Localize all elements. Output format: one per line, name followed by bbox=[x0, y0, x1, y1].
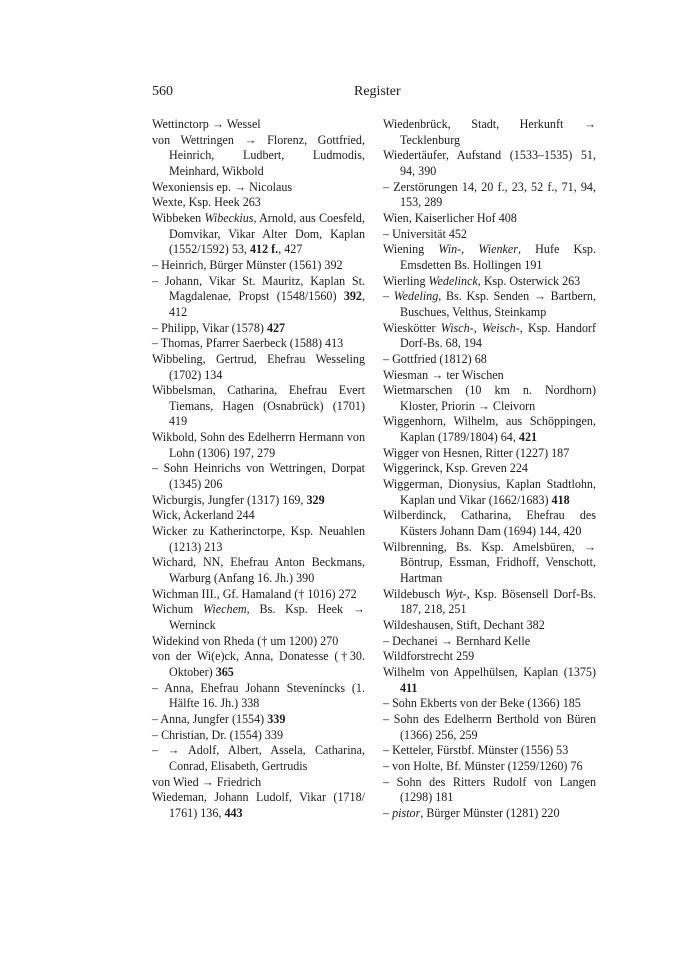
register-entry: – Anna, Ehefrau Johann Steveníncks (1. Hälfte 16. Jh.) 338 bbox=[152, 680, 365, 711]
register-entry: Wexoniensis ep. → Nicolaus bbox=[152, 179, 293, 194]
register-entry: – Sohn des Ritters Rudolf von Langen (1298) 181 bbox=[383, 774, 596, 805]
register-entry: – Sohn Heinrichs von Wettringen, Dorpat (1345) 206 bbox=[152, 461, 365, 492]
register-entry: Widekind von Rheda († um 1200) 270 bbox=[152, 633, 339, 648]
register-entry: Wiggerinck, Ksp. Greven 224 bbox=[383, 461, 528, 476]
register-entry: Wiesman → ter Wischen bbox=[383, 367, 504, 382]
register-entry: Wildeshausen, Stift, Dechant 382 bbox=[383, 618, 545, 632]
register-entry: – Thomas, Pfarrer Saerbeck (1588) 413 bbox=[152, 336, 344, 351]
register-entry: Wilbrenning, Bs. Ksp. Amelsbüren, → Böntrup, Essman, Fridhoff, Venschott, Hartman bbox=[383, 539, 596, 586]
register-entry: – pistor, Bürger Münster (1281) 220 bbox=[383, 805, 560, 820]
register-entry: – Dechanei → Bernhard Kelle bbox=[383, 633, 531, 648]
register-entry: – Sohn des Edelherrn Berthold von Büren (1366) 256, 259 bbox=[383, 711, 596, 742]
register-entry: Wiedeman, Johann Ludolf, Vikar (1718/ 1761) 136, 443 bbox=[152, 790, 365, 820]
register-entry: Wikbold, Sohn des Edelherrn Hermann von Lohn (1306) 197, 279 bbox=[152, 430, 365, 460]
register-entry: Wick, Ackerland 244 bbox=[152, 508, 255, 523]
register-entry: Wilberdinck, Catharina, Ehefrau des Küsters Johann Dam (1694) 144, 420 bbox=[383, 508, 596, 539]
register-column-left bbox=[152, 117, 365, 822]
register-entry: – Universität 452 bbox=[383, 226, 467, 241]
register-entry: Wichman III., Gf. Hamaland († 1016) 272 bbox=[152, 586, 357, 601]
register-entry: Wibbelsman, Catharina, Ehefrau Evert Tiemans, Hagen (Osnabrück) (1701) 419 bbox=[152, 383, 365, 429]
register-entry: Wicker zu Katherinctorpe, Ksp. Neuahlen (1213) 213 bbox=[152, 524, 365, 554]
register-entry: Wien, Kaiserlicher Hof 408 bbox=[383, 210, 517, 225]
register-entry: Wildforstrecht 259 bbox=[383, 649, 475, 664]
register-entry: Wettinctorp → Wessel bbox=[152, 117, 261, 131]
register-entry: Wietmarschen (10 km n. Nordhorn) Kloster, Priorin → Cleivorn bbox=[383, 383, 596, 413]
register-entry: – Wedeling, Bs. Ksp. Senden → Bartbern, Buschues, Velthus, Steinkamp bbox=[383, 289, 596, 319]
register-entry: – Zerstörungen 14, 20 f., 23, 52 f., 71, 94, 153, 289 bbox=[383, 179, 596, 210]
register-entry: Wexte, Ksp. Heek 263 bbox=[152, 195, 261, 210]
register-entry: Wilhelm von Appelhülsen, Kaplan (1375) 411 bbox=[383, 664, 596, 695]
register-entry: – Christian, Dr. (1554) 339 bbox=[152, 727, 284, 742]
register-entry: Wiggenhorn, Wilhelm, aus Schöppingen, Kaplan (1789/1804) 64, 421 bbox=[383, 414, 596, 445]
register-entry: Wierling Wedelinck, Ksp. Osterwick 263 bbox=[383, 273, 581, 288]
register-entry: Wibbeken Wibeckius, Arnold, aus Coesfeld, Domvikar, Vikar Alter Dom, Kaplan (1552/1592) 53, 412 f., 427 bbox=[152, 210, 365, 257]
register-entry: Wiedertäufer, Aufstand (1533–1535) 51, 94, 390 bbox=[383, 148, 596, 178]
register-entry: Wieskötter Wisch-, Weisch-, Ksp. Handorf Dorf-Bs. 68, 194 bbox=[383, 320, 596, 351]
register-entry: – Gottfried (1812) 68 bbox=[383, 351, 487, 366]
register-entry: Wiggerman, Dionysius, Kaplan Stadtlohn, Kaplan und Vikar (1662/1683) 418 bbox=[383, 477, 596, 507]
register-entry: – Ketteler, Fürstbf. Münster (1556) 53 bbox=[383, 743, 569, 758]
register-entry: – Philipp, Vikar (1578) 427 bbox=[152, 320, 286, 335]
register-entry: Wichard, NN, Ehefrau Anton Beckmans, Warburg (Anfang 16. Jh.) 390 bbox=[152, 555, 365, 586]
page-number: 560 bbox=[152, 84, 173, 99]
register-entry: – → Adolf, Albert, Assela, Catharina, Conrad, Elisabeth, Gertrudis bbox=[152, 743, 365, 773]
register-entry: von der Wi(e)ck, Anna, Donatesse (†30. Oktober) 365 bbox=[152, 649, 365, 679]
register-entry: – von Holte, Bf. Münster (1259/1260) 76 bbox=[383, 758, 583, 773]
register-entry: von Wettringen → Florenz, Gottfried, Heinrich, Ludbert, Ludmodis, Meinhard, Wikbold bbox=[152, 132, 365, 178]
running-head: Register bbox=[354, 84, 401, 99]
register-entry: Wildebusch Wyt-, Ksp. Bösensell Dorf-Bs. 187, 218, 251 bbox=[383, 586, 596, 617]
register-column-right bbox=[383, 117, 596, 822]
register-entry: Wibbeling, Gertrud, Ehefrau Wesseling (1702) 134 bbox=[152, 351, 365, 382]
register-entry: Wiedenbrück, Stadt, Herkunft → Tecklenburg bbox=[383, 117, 596, 147]
register-entry: Wiening Win-, Wienker, Hufe Ksp. Emsdetten Bs. Hollingen 191 bbox=[383, 242, 597, 272]
register-entry: – Anna, Jungfer (1554) 339 bbox=[152, 711, 286, 726]
register-entry: Wichum Wiechem, Bs. Ksp. Heek → Werninck bbox=[152, 602, 365, 632]
register-entry: – Sohn Ekberts von der Beke (1366) 185 bbox=[383, 696, 581, 711]
register-entry: – Heinrich, Bürger Münster (1561) 392 bbox=[152, 257, 343, 272]
register-entry: Wigger von Hesnen, Ritter (1227) 187 bbox=[383, 445, 570, 460]
register-entry: von Wied → Friedrich bbox=[152, 774, 262, 789]
register-entry: – Johann, Vikar St. Mauritz, Kaplan St. Magdalenae, Propst (1548/1560) 392, 412 bbox=[152, 273, 365, 319]
register-entry: Wicburgis, Jungfer (1317) 169, 329 bbox=[152, 492, 325, 507]
